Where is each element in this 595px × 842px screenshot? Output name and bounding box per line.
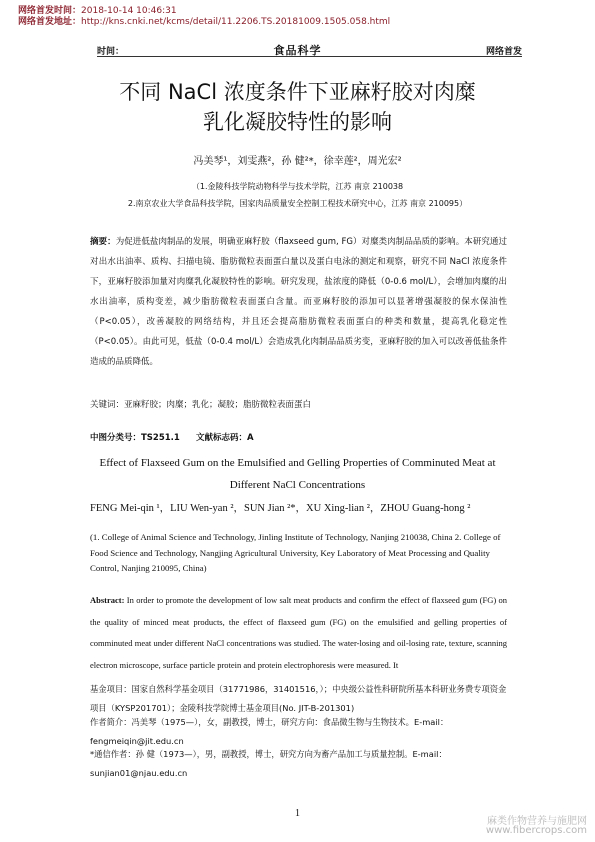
title-en-line1: Effect of Flaxseed Gum on the Emulsified and Gelling Properties of Comminuted Meat at — [99, 457, 496, 469]
publish-time-label: 网络首发时间： — [18, 6, 82, 16]
abstract-cn-label: 摘要： — [90, 237, 116, 247]
authors-cn: 冯美琴¹，刘雯燕²，孙 健²*，徐幸莲²，周光宏² — [193, 156, 402, 167]
authors-en: FENG Mei-qin ¹，LIU Wen-yan ²，SUN Jian ²*，XU Xing-lian ²，ZHOU Guang-hong ² — [90, 503, 471, 514]
affiliation-cn-2: 2.南京农业大学食品科技学院，国家肉品质量安全控制工程技术研究中心，江苏 南京 210095） — [127, 199, 468, 208]
publish-time-value: 2018-10-14 10:46:31 — [81, 6, 177, 16]
keywords-cn: 关键词：亚麻籽胶；肉糜；乳化；凝胶；脂肪微粒表面蛋白 — [90, 400, 312, 410]
title-cn-line2: 乳化凝胶特性的影响 — [203, 110, 392, 134]
abstract-cn — [90, 232, 507, 372]
affiliations-en: (1. College of Animal Science and Technology, Jinling Institute of Technology, Nanjing 210038, China 2. College of Food Science and Technology, Nangjing Agricultural University, Key Laboratory of Meat Processing and Quality Control, Nanjing 210095, China) — [90, 532, 501, 573]
corresponding-footnote: *通信作者：孙 健（1973—），男，副教授，博士，研究方向为畜产品加工与质量控制。E-mail：sunjian01@njau.edu.cn — [90, 749, 447, 778]
abstract-en — [90, 590, 507, 676]
page-number: 1 — [295, 808, 300, 819]
header-divider — [97, 56, 522, 57]
publish-address-label: 网络首发地址： — [18, 17, 82, 27]
abstract-cn-text: 为促进低盐肉制品的发展，明确亚麻籽胶（flaxseed gum, FG）对糜类肉制品品质的影响。本研究通过对出水出油率、质构、扫描电镜、脂肪微粒表面蛋白量以及蛋白电泳的测定和观察，研究不同 NaCl 浓度条件下，亚麻籽胶添加量对肉糜乳化凝胶特性的影响。研究发现，盐浓度的降低（0-0.6 mol/L），会增加肉糜的出水出油率，质构变差，减少脂肪微粒表面蛋白含量。而亚麻籽胶的添加可以显著增强凝胶的保水保油性（P<0.05），改善凝胶的网络结构，并且还会提高脂肪微粒表面蛋白的种类和数量，提高乳化稳定性（P<0.05）。由此可见，低盐（0-0.4 mol/L）会造成乳化肉制品品质劣变，亚麻籽胶的加入可以改善低盐条件造成的品质降低。 — [90, 237, 507, 367]
site-watermark-cn: 麻类作物营养与施肥网 — [487, 816, 587, 827]
title-en-line2: Different NaCl Concentrations — [229, 479, 366, 491]
abstract-en-text: In order to promote the development of low salt meat products and confirm the effect of flaxseed gum (FG) on the quality of minced meat products, the effect of flaxseed gum (FG) on the emulsified and gelling properties of comminuted meat under different NaCl concentrations was studied. The water-losing and oil-losing rate, texture, scanning electron microscope, surface particle protein and protein electrophoresis were measured. It — [90, 595, 507, 670]
author-footnote: 作者简介：冯美琴（1975—），女，副教授，博士，研究方向：食品微生物与生物技术。E-mail： fengmeiqin@jit.edu.cn — [90, 717, 449, 746]
publish-address — [18, 14, 390, 27]
fund-footnote: 基金项目：国家自然科学基金项目（31771986，31401516，）；中央级公益性科研院所基本科研业务费专项资金项目（KYSP201701）；金陵科技学院博士基金项目(No. JIT-B-201301) — [90, 684, 507, 713]
site-watermark-url: www.fibercrops.com — [485, 825, 587, 836]
journal-name: 食品科学 — [273, 44, 322, 57]
header-right: 网络首发 — [485, 47, 522, 57]
background-watermark — [161, 374, 223, 457]
affiliation-cn-1: （1.金陵科技学院动物科学与技术学院，江苏 南京 210038 — [191, 182, 404, 191]
abstract-en-label: Abstract: — [90, 595, 125, 605]
publish-address-link[interactable]: http://kns.cnki.net/kcms/detail/11.2206.TS.20181009.1505.058.html — [81, 17, 391, 27]
document-code: 文献标志码：A — [196, 433, 254, 443]
classification-cn — [90, 431, 507, 443]
header-left: 时间： — [97, 47, 125, 57]
clc-number: 中图分类号：TS251.1 — [90, 433, 180, 443]
title-cn-line1: 不同 NaCl 浓度条件下亚麻籽胶对肉糜 — [119, 80, 476, 104]
